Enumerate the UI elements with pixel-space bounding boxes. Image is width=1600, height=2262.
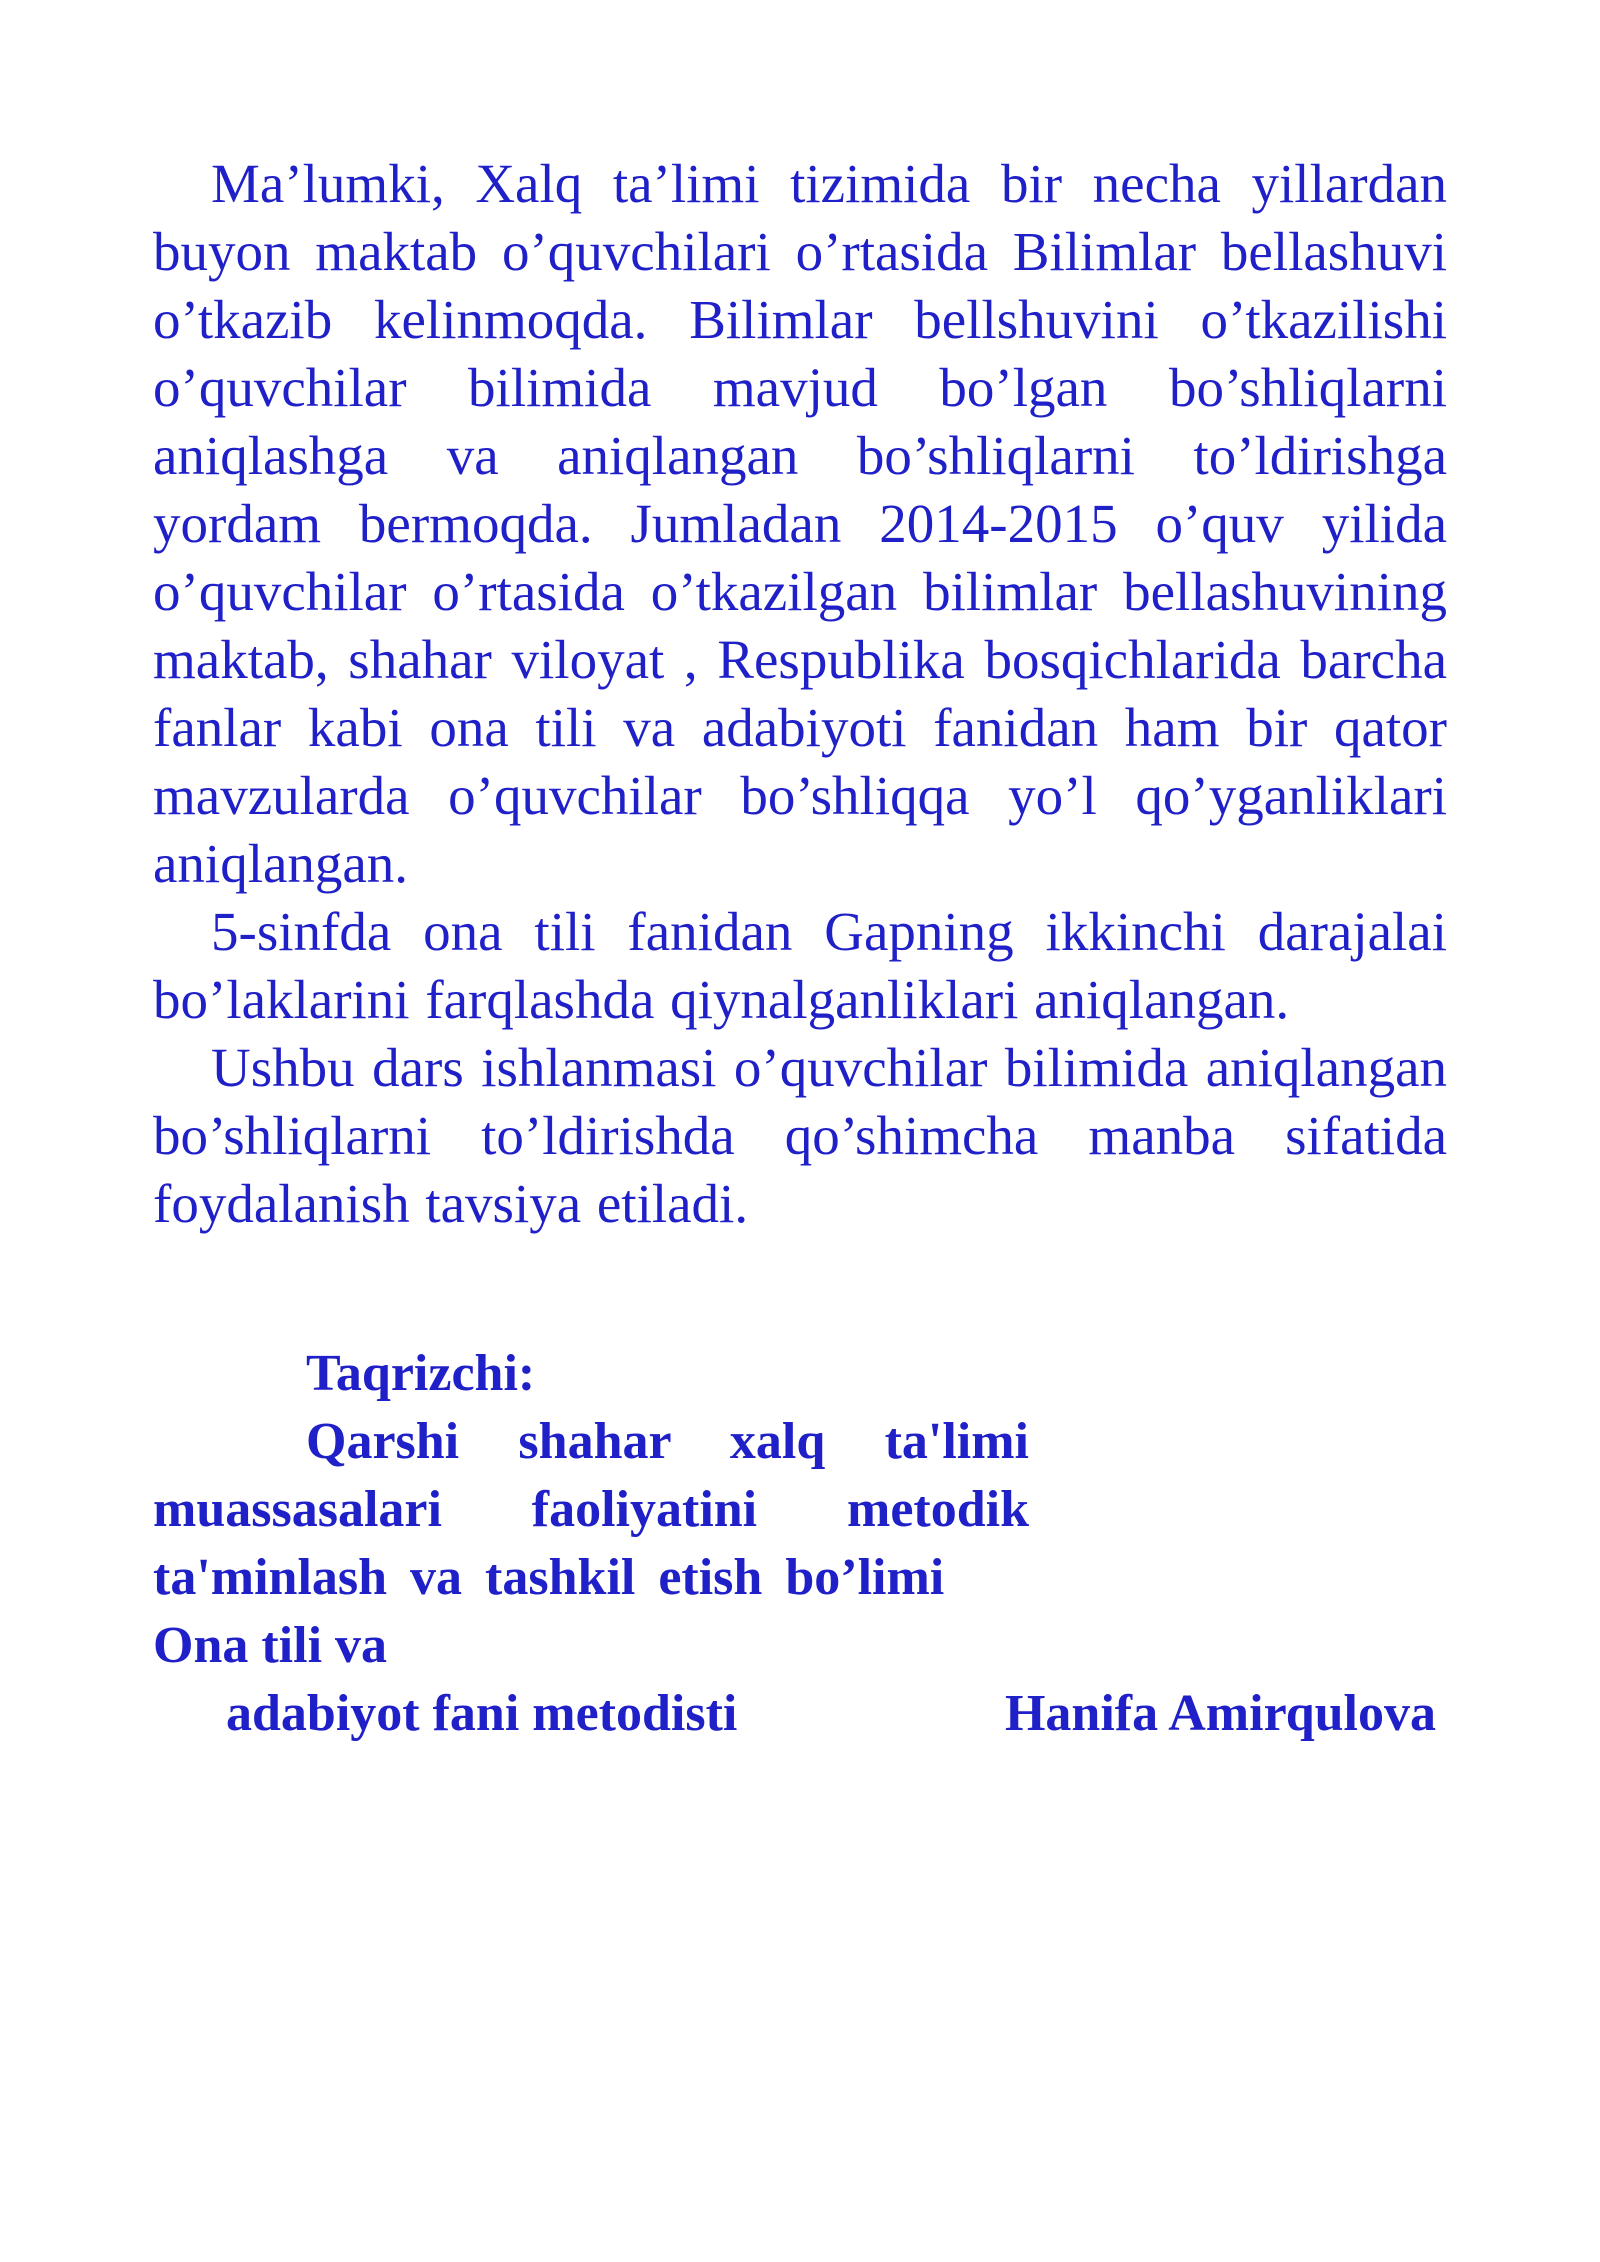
reviewer-role-line1: Ona tili va: [153, 1617, 388, 1674]
reviewer-role-line2: adabiyot fani metodisti: [226, 1685, 738, 1742]
reviewer-block: [153, 1340, 1029, 1680]
paragraph-grade5: 5-sinfda ona tili fanidan Gapning ikkinchi darajalai bo’laklarini farqlashda qiynalganliklari aniqlangan.: [153, 901, 1447, 1030]
reviewer-name: Hanifa Amirqulova: [1004, 1685, 1436, 1742]
reviewer-signature-line: [153, 1680, 1436, 1748]
document-page: [153, 150, 1447, 1748]
paragraph-recommendation: Ushbu dars ishlanmasi o’quvchilar bilimida aniqlangan bo’shliqlarni to’ldirishda qo’shimcha manba sifatida foydalanish tavsiya etiladi.: [153, 1037, 1447, 1234]
paragraph-intro: Ma’lumki, Xalq ta’limi tizimida bir necha yillardan buyon maktab o’quvchilari o’rtasida Bilimlar bellashuvi o’tkazib kelinmoqda. Bilimlar bellshuvini o’tkazilishi o’quvchilar bilimida mavjud bo’lgan bo’shliqlarni aniqlashga va aniqlangan bo’shliqlarni to’ldirishga yordam bermoqda. Jumladan 2014-2015 o’quv yilida o’quvchilar o’rtasida o’tkazilgan bilimlar bellashuvining maktab, shahar viloyat , Respublika bosqichlarida barcha fanlar kabi ona tili va adabiyoti fanidan ham bir qator mavzularda o’quvchilar bo’shliqqa yo’l qo’yganliklari aniqlangan.: [153, 153, 1447, 894]
reviewer-title: Taqrizchi:: [306, 1345, 536, 1402]
reviewer-organization: Qarshi shahar xalq ta'limi muassasalari faoliyatini metodik ta'minlash va tashkil etish bo’limi: [153, 1413, 1029, 1606]
